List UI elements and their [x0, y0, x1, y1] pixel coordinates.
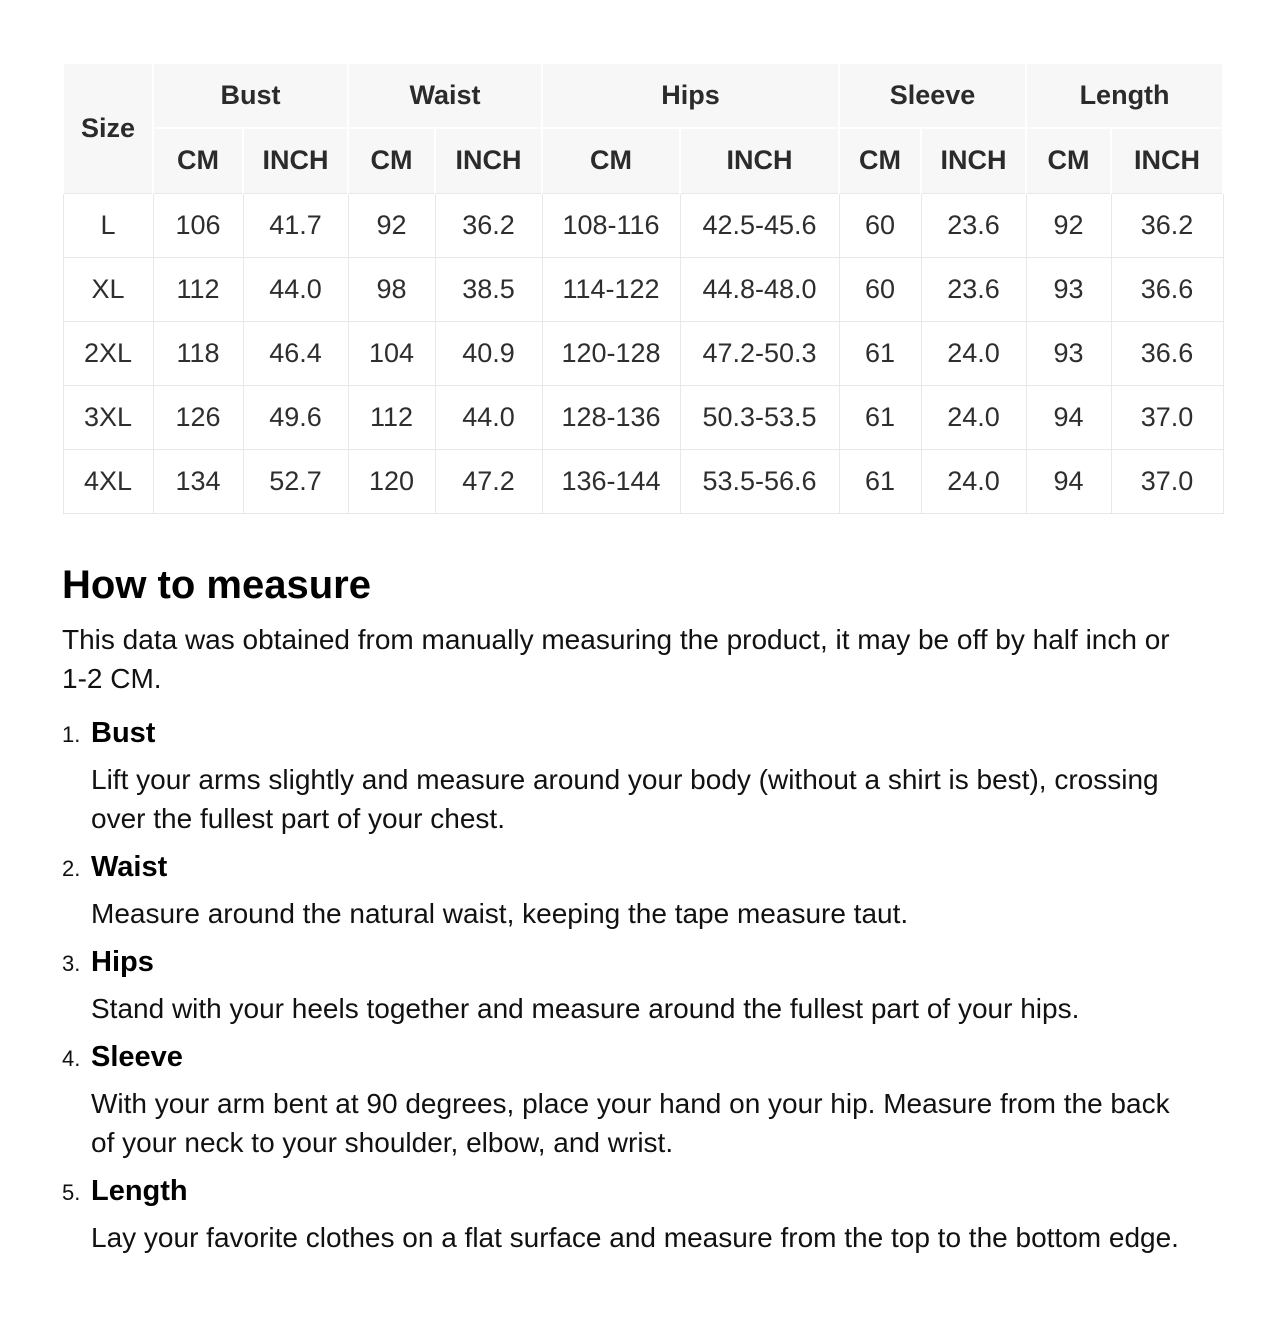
table-cell: 24.0: [921, 385, 1026, 449]
step-number: 2.: [62, 855, 81, 881]
table-cell: 24.0: [921, 321, 1026, 385]
step-heading: [62, 848, 1222, 887]
column-header-length: Length: [1026, 63, 1223, 128]
size-cell: 3XL: [63, 385, 153, 449]
measure-disclaimer-text: This data was obtained from manually measuring the product, it may be off by half inch or 1-2 CM.: [62, 623, 1170, 694]
section-title: How to measure: [62, 562, 371, 607]
table-cell: 60: [839, 257, 921, 321]
unit-header-waist-cm: CM: [348, 128, 435, 193]
step-description: Stand with your heels together and measure around the fullest part of your hips.: [91, 992, 1080, 1024]
table-cell: 42.5-45.6: [680, 193, 839, 257]
size-chart-table: [62, 62, 1224, 514]
table-cell: 44.0: [243, 257, 348, 321]
list-item-length: [62, 1172, 1222, 1257]
table-cell: 61: [839, 449, 921, 513]
size-chart-header: [63, 63, 1223, 193]
table-cell: 120: [348, 449, 435, 513]
table-cell: 128-136: [542, 385, 680, 449]
table-cell: 92: [1026, 193, 1111, 257]
table-cell: 120-128: [542, 321, 680, 385]
column-header-size: Size: [63, 63, 153, 193]
list-item-bust: [62, 714, 1222, 838]
unit-header-waist-inch: INCH: [435, 128, 542, 193]
step-description: Measure around the natural waist, keeping the tape measure taut.: [91, 897, 909, 929]
step-label: Sleeve: [91, 1040, 183, 1073]
unit-header-hips-cm: CM: [542, 128, 680, 193]
table-cell: 36.6: [1111, 321, 1223, 385]
unit-header-hips-inch: INCH: [680, 128, 839, 193]
table-cell: 93: [1026, 321, 1111, 385]
table-cell: 60: [839, 193, 921, 257]
table-cell: 36.2: [435, 193, 542, 257]
unit-header-bust-cm: CM: [153, 128, 243, 193]
step-label: Hips: [91, 945, 154, 978]
table-cell: 47.2-50.3: [680, 321, 839, 385]
list-item-hips: [62, 943, 1222, 1028]
table-cell: 36.2: [1111, 193, 1223, 257]
size-cell: 4XL: [63, 449, 153, 513]
table-cell: 112: [348, 385, 435, 449]
step-heading: [62, 1172, 1222, 1211]
list-item-sleeve: [62, 1038, 1222, 1162]
size-cell: XL: [63, 257, 153, 321]
step-description: Lift your arms slightly and measure around your body (without a shirt is best), crossing over the fullest part of your chest.: [91, 763, 1159, 834]
table-cell: 104: [348, 321, 435, 385]
table-row-2xl: [63, 321, 1223, 385]
step-heading: [62, 1038, 1222, 1077]
table-cell: 114-122: [542, 257, 680, 321]
step-description: Lay your favorite clothes on a flat surface and measure from the top to the bottom edge.: [91, 1221, 1179, 1253]
table-cell: 94: [1026, 385, 1111, 449]
unit-header-length-inch: INCH: [1111, 128, 1223, 193]
size-cell: 2XL: [63, 321, 153, 385]
step-label: Length: [91, 1174, 188, 1207]
column-header-bust: Bust: [153, 63, 348, 128]
table-cell: 44.8-48.0: [680, 257, 839, 321]
table-cell: 112: [153, 257, 243, 321]
table-row-3xl: [63, 385, 1223, 449]
step-number: 5.: [62, 1179, 81, 1205]
step-number: 3.: [62, 950, 81, 976]
table-row-4xl: [63, 449, 1223, 513]
step-number: 4.: [62, 1045, 81, 1071]
step-label: Bust: [91, 716, 156, 749]
table-cell: 37.0: [1111, 385, 1223, 449]
table-cell: 53.5-56.6: [680, 449, 839, 513]
table-cell: 44.0: [435, 385, 542, 449]
table-cell: 93: [1026, 257, 1111, 321]
step-description: With your arm bent at 90 degrees, place your hand on your hip. Measure from the back of your neck to your shoulder, elbow, and wrist.: [91, 1087, 1170, 1158]
table-cell: 24.0: [921, 449, 1026, 513]
size-chart-body: [63, 193, 1223, 513]
size-cell: L: [63, 193, 153, 257]
table-cell: 40.9: [435, 321, 542, 385]
step-number: 1.: [62, 721, 81, 747]
column-header-hips: Hips: [542, 63, 839, 128]
table-cell: 37.0: [1111, 449, 1223, 513]
table-row-l: [63, 193, 1223, 257]
column-header-sleeve: Sleeve: [839, 63, 1026, 128]
table-cell: 106: [153, 193, 243, 257]
measure-steps-list: [62, 714, 1222, 1257]
table-cell: 92: [348, 193, 435, 257]
table-cell: 49.6: [243, 385, 348, 449]
unit-header-length-cm: CM: [1026, 128, 1111, 193]
table-cell: 134: [153, 449, 243, 513]
step-heading: [62, 943, 1222, 982]
table-row-xl: [63, 257, 1223, 321]
table-cell: 126: [153, 385, 243, 449]
table-cell: 52.7: [243, 449, 348, 513]
unit-header-sleeve-cm: CM: [839, 128, 921, 193]
table-cell: 94: [1026, 449, 1111, 513]
table-cell: 61: [839, 385, 921, 449]
table-cell: 36.6: [1111, 257, 1223, 321]
unit-header-bust-inch: INCH: [243, 128, 348, 193]
unit-header-sleeve-inch: INCH: [921, 128, 1026, 193]
list-item-waist: [62, 848, 1222, 933]
table-cell: 38.5: [435, 257, 542, 321]
table-cell: 136-144: [542, 449, 680, 513]
table-cell: 41.7: [243, 193, 348, 257]
table-cell: 47.2: [435, 449, 542, 513]
table-cell: 46.4: [243, 321, 348, 385]
step-label: Waist: [91, 850, 168, 883]
table-cell: 23.6: [921, 257, 1026, 321]
table-cell: 118: [153, 321, 243, 385]
table-cell: 108-116: [542, 193, 680, 257]
step-heading: [62, 714, 1222, 753]
column-header-waist: Waist: [348, 63, 542, 128]
table-cell: 98: [348, 257, 435, 321]
table-cell: 61: [839, 321, 921, 385]
table-cell: 50.3-53.5: [680, 385, 839, 449]
table-cell: 23.6: [921, 193, 1026, 257]
